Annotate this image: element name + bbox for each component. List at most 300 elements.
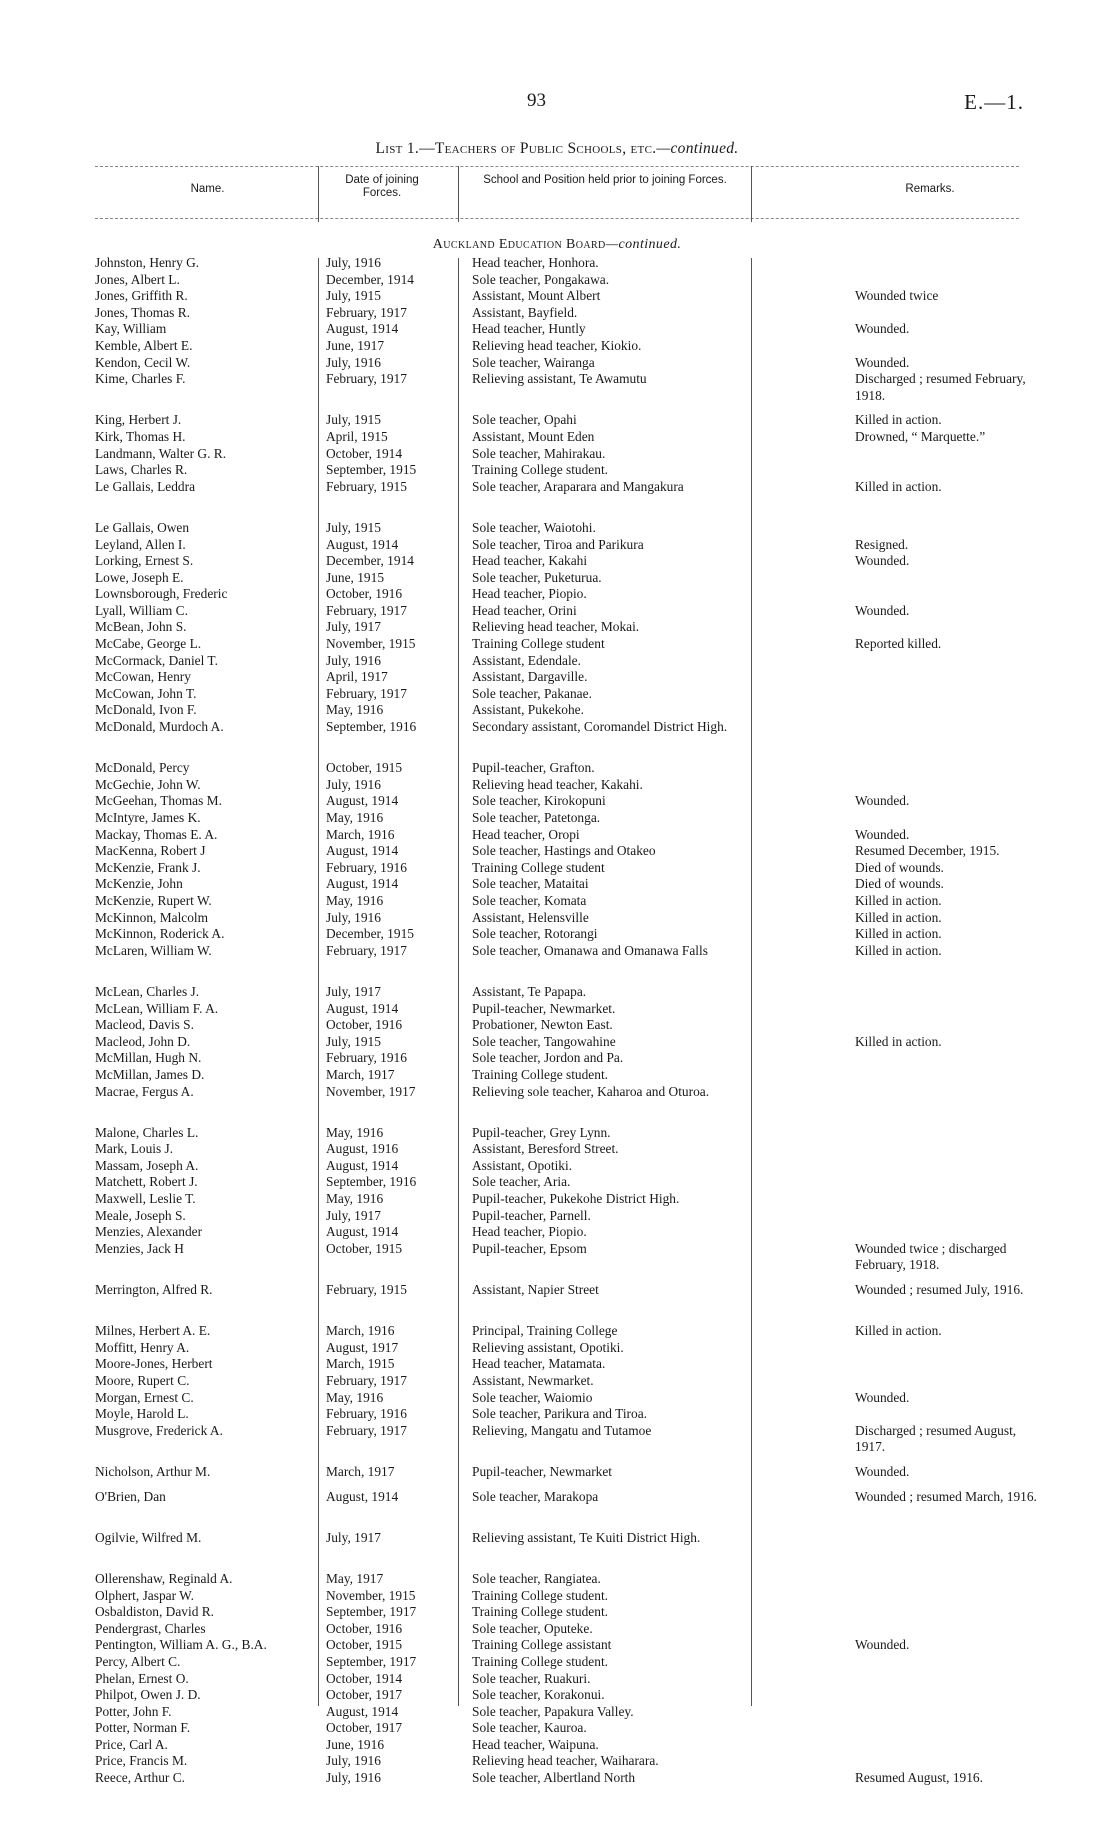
table-row [95, 586, 1025, 603]
join-date: July, 1915 [326, 1033, 381, 1049]
school-position: Sole teacher, Araparara and Mangakura [472, 478, 684, 494]
table-row [95, 686, 1025, 703]
table-row [95, 1604, 1025, 1621]
join-date: July, 1917 [326, 983, 381, 999]
school-position: Pupil-teacher, Parnell. [472, 1207, 591, 1223]
section-heading [0, 237, 1114, 253]
remarks: Discharged ; resumed February, 1918. [855, 371, 1026, 403]
join-date: July, 1917 [326, 1529, 381, 1545]
join-date: November, 1915 [326, 1587, 416, 1603]
school-position: Relieving assistant, Opotiki. [472, 1339, 624, 1355]
school-position: Assistant, Edendale. [472, 652, 581, 668]
table-row [95, 653, 1025, 670]
join-date: October, 1916 [326, 586, 403, 602]
teacher-name: O'Brien, Dan [95, 1488, 166, 1504]
teacher-name: McLaren, William W. [95, 942, 212, 958]
school-position: Relieving head teacher, Waiharara. [472, 1753, 659, 1769]
table-row [95, 520, 1025, 537]
join-date: August, 1916 [326, 1141, 399, 1157]
table-row [95, 1588, 1025, 1605]
teacher-name: McKenzie, Frank J. [95, 859, 201, 875]
join-date: May, 1916 [326, 702, 384, 718]
table-row [95, 338, 1025, 355]
table-row [95, 1208, 1025, 1225]
join-date: February, 1916 [326, 1406, 407, 1422]
table-row [95, 1770, 1025, 1787]
join-date: February, 1916 [326, 859, 407, 875]
school-position: Sole teacher, Tiroa and Parikura [472, 536, 644, 552]
table-row [95, 1373, 1025, 1390]
join-date: October, 1914 [326, 1670, 403, 1686]
table-row [95, 1687, 1025, 1704]
join-date: September, 1915 [326, 462, 417, 478]
remarks: Killed in action. [855, 1033, 942, 1049]
join-date: March, 1916 [326, 826, 395, 842]
join-date: December, 1914 [326, 271, 414, 287]
join-date: October, 1915 [326, 760, 403, 776]
join-date: July, 1915 [326, 412, 381, 428]
join-date: October, 1915 [326, 1637, 403, 1653]
remarks: Wounded ; resumed July, 1916. [855, 1282, 1024, 1298]
remarks: Resumed December, 1915. [855, 843, 1000, 859]
teacher-name: Pentington, William A. G., B.A. [95, 1637, 267, 1653]
table-row [95, 446, 1025, 463]
teacher-name: McKinnon, Roderick A. [95, 926, 225, 942]
table-row [95, 876, 1025, 893]
school-position: Sole teacher, Komata [472, 892, 587, 908]
remarks: Wounded. [855, 1463, 910, 1479]
header-divider-1 [318, 166, 319, 222]
remarks: Wounded twice ; discharged February, 1918. [855, 1240, 1007, 1273]
school-position: Relieving assistant, Te Kuiti District High. [472, 1529, 701, 1545]
teacher-name: Meale, Joseph S. [95, 1207, 186, 1223]
remarks: Wounded. [855, 553, 910, 569]
list-title-main: Teachers of Public Schools, etc. [434, 140, 657, 157]
table-row [95, 1637, 1025, 1654]
teacher-name: Moyle, Harold L. [95, 1406, 189, 1422]
school-position: Sole teacher, Wairanga [472, 354, 595, 370]
teacher-name: McKinnon, Malcolm [95, 909, 209, 925]
join-date: April, 1915 [326, 428, 388, 444]
table-row [95, 1084, 1025, 1117]
remarks: Wounded twice [855, 288, 939, 304]
teacher-name: King, Herbert J. [95, 412, 182, 428]
school-position: Training College student [472, 636, 605, 652]
teacher-name: Olphert, Jaspar W. [95, 1587, 194, 1603]
join-date: August, 1914 [326, 1703, 399, 1719]
table-row [95, 288, 1025, 305]
teacher-name: Philpot, Owen J. D. [95, 1687, 201, 1703]
table-row [95, 893, 1025, 910]
join-date: August, 1914 [326, 1157, 399, 1173]
teacher-name: McCowan, John T. [95, 685, 197, 701]
column-header-date: Date of joining Forces. [345, 174, 419, 199]
school-position: Sole teacher, Papakura Valley. [472, 1703, 634, 1719]
teacher-name: Jones, Griffith R. [95, 288, 188, 304]
table-row [95, 1174, 1025, 1191]
teacher-name: Le Gallais, Owen [95, 519, 190, 535]
school-position: Sole teacher, Pongakawa. [472, 271, 610, 287]
school-position: Assistant, Pukekohe. [472, 702, 584, 718]
table-row [95, 255, 1025, 272]
school-position: Head teacher, Oropi [472, 826, 580, 842]
teacher-name: Leyland, Allen I. [95, 536, 186, 552]
school-position: Assistant, Napier Street [472, 1282, 599, 1298]
school-position: Pupil-teacher, Epsom [472, 1240, 587, 1256]
teacher-name: McIntyre, James K. [95, 810, 201, 825]
teacher-name: Potter, John F. [95, 1703, 172, 1719]
table-row [95, 669, 1025, 686]
teacher-name: Merrington, Alfred R. [95, 1282, 213, 1298]
school-position: Sole teacher, Kauroa. [472, 1720, 587, 1736]
teacher-name: McBean, John S. [95, 619, 187, 635]
join-date: February, 1915 [326, 1282, 407, 1298]
teacher-name: Macrae, Fergus A. [95, 1083, 194, 1099]
table-row [95, 1704, 1025, 1721]
school-position: Assistant, Opotiki. [472, 1157, 573, 1173]
teacher-name: Mackay, Thomas E. A. [95, 826, 218, 842]
section-suffix: —continued. [605, 237, 682, 252]
teacher-name: MacKenna, Robert J [95, 843, 206, 859]
join-date: November, 1915 [326, 636, 416, 652]
list-title-suffix: —continued. [656, 140, 739, 157]
join-date: July, 1917 [326, 1207, 381, 1223]
join-date: August, 1914 [326, 876, 399, 892]
school-position: Sole teacher, Oputeke. [472, 1620, 593, 1636]
table-row [95, 1050, 1025, 1067]
teacher-name: McCabe, George L. [95, 636, 202, 652]
teacher-name: Moore-Jones, Herbert [95, 1356, 213, 1372]
table-row [95, 272, 1025, 289]
teacher-name: Kay, William [95, 321, 167, 337]
teachers-table [95, 255, 1037, 1787]
header-top-rule [95, 166, 1019, 167]
teacher-name: Malone, Charles L. [95, 1124, 199, 1140]
teacher-name: McDonald, Murdoch A. [95, 719, 224, 735]
teacher-name: Kirk, Thomas H. [95, 428, 186, 444]
table-row [95, 1125, 1025, 1142]
school-position: Sole teacher, Rangiatea. [472, 1570, 601, 1586]
column-header-school: School and Position held prior to joining Forces. [483, 174, 727, 186]
table-row [95, 777, 1025, 794]
school-position: Head teacher, Orini [472, 602, 577, 618]
join-date: February, 1916 [326, 1050, 407, 1066]
school-position: Relieving, Mangatu and Tutamoe [472, 1422, 652, 1438]
remarks: Drowned, “ Marquette.” [855, 428, 986, 444]
school-position: Assistant, Mount Albert [472, 288, 601, 304]
school-position: Sole teacher, Pakanae. [472, 685, 592, 701]
join-date: July, 1916 [326, 1753, 381, 1769]
table-row [95, 1530, 1025, 1563]
table-row [95, 1323, 1025, 1340]
join-date: May, 1916 [326, 1389, 384, 1405]
school-position: Pupil-teacher, Pukekohe District High. [472, 1191, 680, 1207]
table-row [95, 1017, 1025, 1034]
header-divider-3 [751, 166, 752, 222]
remarks: Killed in action. [855, 1323, 942, 1339]
teacher-name: Ogilvie, Wilfred M. [95, 1529, 202, 1545]
join-date: April, 1917 [326, 669, 388, 685]
school-position: Relieving sole teacher, Kaharoa and Oturoa. [472, 1083, 710, 1099]
join-date: February, 1915 [326, 478, 407, 494]
table-row [95, 1423, 1025, 1456]
school-position: Assistant, Te Papapa. [472, 983, 587, 999]
teacher-name: Lowe, Joseph E. [95, 569, 184, 585]
school-position: Relieving assistant, Te Awamutu [472, 371, 647, 387]
join-date: July, 1916 [326, 776, 381, 792]
table-row [95, 1191, 1025, 1208]
join-date: June, 1917 [326, 337, 385, 353]
table-row [95, 1224, 1025, 1241]
teacher-name: Osbaldiston, David R. [95, 1604, 215, 1620]
join-date: March, 1916 [326, 1323, 395, 1339]
table-row [95, 1406, 1025, 1423]
document-code: E.—1. [964, 90, 1024, 114]
school-position: Sole teacher, Aria. [472, 1174, 571, 1190]
teacher-name: McKenzie, John [95, 876, 183, 892]
school-position: Sole teacher, Puketurua. [472, 569, 602, 585]
school-position: Training College student [472, 859, 605, 875]
table-row [95, 827, 1025, 844]
teacher-name: McGeehan, Thomas M. [95, 793, 222, 809]
table-row [95, 603, 1025, 620]
table-row [95, 910, 1025, 927]
join-date: May, 1916 [326, 810, 384, 825]
school-position: Head teacher, Piopio. [472, 586, 587, 602]
teacher-name: Phelan, Ernest O. [95, 1670, 189, 1686]
teacher-name: McCormack, Daniel T. [95, 652, 218, 668]
table-row [95, 1390, 1025, 1407]
table-row [95, 1158, 1025, 1175]
join-date: August, 1914 [326, 793, 399, 809]
school-position: Assistant, Mount Eden [472, 428, 595, 444]
school-position: Training College student. [472, 1587, 609, 1603]
school-position: Sole teacher, Albertland North [472, 1770, 636, 1786]
join-date: May, 1917 [326, 1570, 384, 1586]
teacher-name: Lownsborough, Frederic [95, 586, 228, 602]
remarks: Discharged ; resumed August, 1917. [855, 1422, 1017, 1455]
header-divider-2 [458, 166, 459, 222]
school-position: Head teacher, Matamata. [472, 1356, 606, 1372]
join-date: September, 1916 [326, 1174, 417, 1190]
join-date: June, 1916 [326, 1736, 385, 1752]
remarks: Died of wounds. [855, 876, 944, 892]
teacher-name: Landmann, Walter G. R. [95, 445, 227, 461]
teacher-name: McGechie, John W. [95, 776, 201, 792]
list-title-prefix: List 1.— [375, 140, 435, 157]
table-row [95, 1720, 1025, 1737]
table-row [95, 479, 1025, 512]
teacher-name: Macleod, Davis S. [95, 1017, 194, 1033]
teacher-name: Matchett, Robert J. [95, 1174, 198, 1190]
remarks: Wounded. [855, 826, 910, 842]
teacher-name: Macleod, John D. [95, 1033, 191, 1049]
table-row [95, 719, 1025, 752]
join-date: September, 1916 [326, 719, 417, 735]
table-row [95, 1654, 1025, 1671]
school-position: Probationer, Newton East. [472, 1017, 613, 1033]
school-position: Principal, Training College [472, 1323, 618, 1339]
table-row [95, 537, 1025, 554]
join-date: August, 1914 [326, 1224, 399, 1240]
table-row [95, 943, 1025, 976]
join-date: December, 1915 [326, 926, 414, 942]
school-position: Head teacher, Piopio. [472, 1224, 587, 1240]
teacher-name: Menzies, Jack H [95, 1240, 184, 1256]
teacher-name: Nicholson, Arthur M. [95, 1463, 211, 1479]
school-position: Pupil-teacher, Newmarket [472, 1463, 613, 1479]
remarks: Killed in action. [855, 412, 942, 428]
school-position: Head teacher, Waipuna. [472, 1736, 599, 1752]
column-header-name: Name. [190, 183, 225, 195]
school-position: Pupil-teacher, Newmarket. [472, 1000, 616, 1016]
table-row [95, 1067, 1025, 1084]
join-date: May, 1916 [326, 1191, 384, 1207]
table-row [95, 1340, 1025, 1357]
remarks: Wounded ; resumed March, 1916. [855, 1488, 1037, 1504]
table-row [95, 1621, 1025, 1638]
school-position: Sole teacher, Hastings and Otakeo [472, 843, 656, 859]
join-date: August, 1917 [326, 1339, 399, 1355]
teacher-name: Moore, Rupert C. [95, 1373, 190, 1388]
table-row [95, 429, 1025, 446]
join-date: May, 1916 [326, 892, 384, 908]
join-date: July, 1916 [326, 909, 381, 925]
join-date: July, 1916 [326, 255, 381, 270]
join-date: July, 1915 [326, 288, 381, 304]
remarks: Wounded. [855, 1389, 910, 1405]
join-date: February, 1917 [326, 304, 407, 320]
table-row [95, 1241, 1025, 1274]
remarks: Killed in action. [855, 926, 942, 942]
teacher-name: McMillan, Hugh N. [95, 1050, 202, 1066]
school-position: Assistant, Dargaville. [472, 669, 588, 685]
join-date: October, 1916 [326, 1017, 403, 1033]
remarks: Killed in action. [855, 942, 942, 958]
join-date: February, 1917 [326, 1422, 407, 1438]
join-date: July, 1915 [326, 519, 381, 535]
table-row [95, 553, 1025, 570]
teacher-name: Moffitt, Henry A. [95, 1339, 190, 1355]
school-position: Assistant, Beresford Street. [472, 1141, 619, 1157]
table-row [95, 810, 1025, 827]
join-date: October, 1915 [326, 1240, 403, 1256]
table-row [95, 1671, 1025, 1688]
table-row [95, 926, 1025, 943]
teacher-name: McKenzie, Rupert W. [95, 892, 212, 908]
join-date: March, 1915 [326, 1356, 395, 1372]
join-date: March, 1917 [326, 1463, 395, 1479]
school-position: Head teacher, Huntly [472, 321, 586, 337]
table-row [95, 321, 1025, 338]
join-date: October, 1914 [326, 445, 403, 461]
teacher-name: Percy, Albert C. [95, 1653, 181, 1669]
school-position: Sole teacher, Omanawa and Omanawa Falls [472, 942, 708, 958]
join-date: February, 1917 [326, 371, 407, 387]
list-title [0, 140, 1114, 158]
join-date: August, 1914 [326, 1000, 399, 1016]
remarks: Resigned. [855, 536, 909, 552]
table-row [95, 1356, 1025, 1373]
join-date: March, 1917 [326, 1066, 395, 1082]
teacher-name: Ollerenshaw, Reginald A. [95, 1570, 233, 1586]
school-position: Sole teacher, Parikura and Tiroa. [472, 1406, 647, 1422]
table-row [95, 412, 1025, 429]
table-row [95, 305, 1025, 322]
join-date: July, 1917 [326, 619, 381, 635]
school-position: Relieving head teacher, Kiokio. [472, 337, 642, 353]
join-date: November, 1917 [326, 1083, 416, 1099]
join-date: August, 1914 [326, 536, 399, 552]
column-header-remarks: Remarks. [905, 183, 955, 195]
school-position: Sole teacher, Opahi [472, 412, 577, 428]
school-position: Sole teacher, Patetonga. [472, 810, 601, 825]
join-date: July, 1916 [326, 652, 381, 668]
table-row [95, 702, 1025, 719]
school-position: Relieving head teacher, Mokai. [472, 619, 640, 635]
remarks: Wounded. [855, 354, 910, 370]
remarks: Wounded. [855, 602, 910, 618]
school-position: Assistant, Newmarket. [472, 1373, 594, 1388]
teacher-name: McLean, Charles J. [95, 983, 200, 999]
teacher-name: Price, Francis M. [95, 1753, 188, 1769]
teacher-name: Johnston, Henry G. [95, 255, 200, 270]
table-row [95, 636, 1025, 653]
teacher-name: Laws, Charles R. [95, 462, 188, 478]
teacher-name: Jones, Thomas R. [95, 304, 190, 320]
join-date: August, 1914 [326, 1488, 399, 1504]
remarks: Wounded. [855, 793, 910, 809]
school-position: Sole teacher, Marakopa [472, 1488, 599, 1504]
school-position: Relieving head teacher, Kakahi. [472, 776, 643, 792]
school-position: Training College student. [472, 1066, 609, 1082]
join-date: July, 1916 [326, 354, 381, 370]
join-date: July, 1916 [326, 1770, 381, 1786]
school-position: Training College student. [472, 1653, 609, 1669]
teacher-name: Kendon, Cecil W. [95, 354, 191, 370]
remarks: Reported killed. [855, 636, 942, 652]
school-position: Sole teacher, Kirokopuni [472, 793, 606, 809]
remarks: Killed in action. [855, 909, 942, 925]
remarks: Died of wounds. [855, 859, 944, 875]
school-position: Sole teacher, Korakonui. [472, 1687, 605, 1703]
school-position: Secondary assistant, Coromandel District High. [472, 719, 728, 735]
teacher-name: Milnes, Herbert A. E. [95, 1323, 211, 1339]
table-row [95, 1488, 1037, 1522]
table-row [95, 371, 1025, 404]
school-position: Training College student. [472, 462, 609, 478]
teacher-name: Kime, Charles F. [95, 371, 186, 387]
join-date: February, 1917 [326, 942, 407, 958]
remarks: Wounded. [855, 1637, 910, 1653]
table-row [95, 462, 1025, 479]
table-row [95, 1753, 1025, 1770]
teacher-name: McDonald, Ivon F. [95, 702, 197, 718]
teacher-name: Kemble, Albert E. [95, 337, 193, 353]
school-position: Sole teacher, Ruakuri. [472, 1670, 591, 1686]
join-date: February, 1917 [326, 602, 407, 618]
teacher-name: McDonald, Percy [95, 760, 190, 776]
table-row [95, 984, 1025, 1001]
teacher-name: Reece, Arthur C. [95, 1770, 185, 1786]
teacher-name: McCowan, Henry [95, 669, 191, 685]
teacher-name: Massam, Joseph A. [95, 1157, 199, 1173]
join-date: August, 1914 [326, 843, 399, 859]
table-row [95, 619, 1025, 636]
table-row [95, 1141, 1025, 1158]
teacher-name: Menzies, Alexander [95, 1224, 203, 1240]
teacher-name: Price, Carl A. [95, 1736, 168, 1752]
